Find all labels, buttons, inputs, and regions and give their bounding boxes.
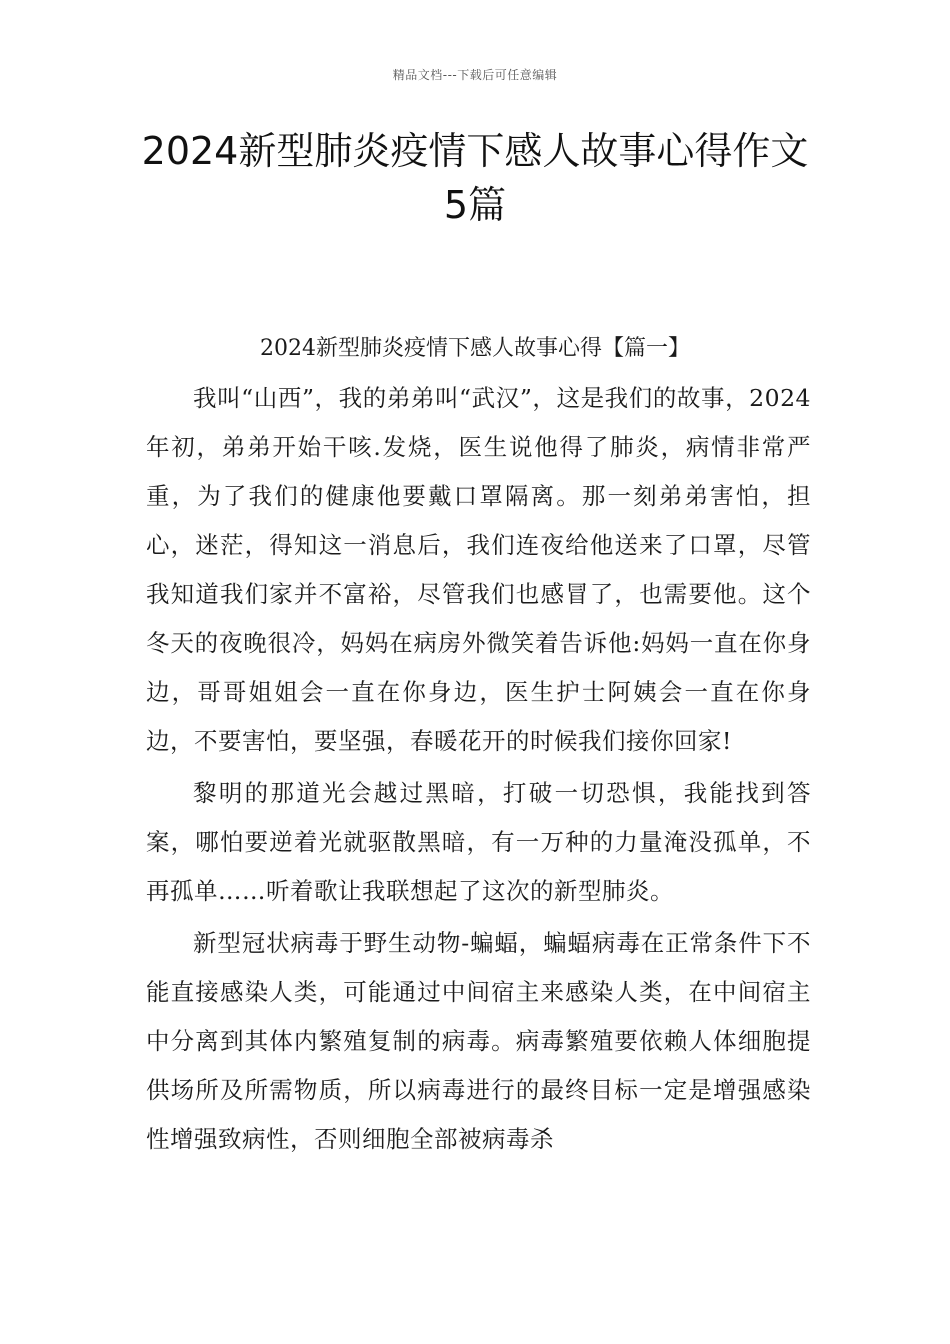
- document-title-line-2: 5篇: [443, 183, 507, 227]
- section-heading: 2024新型肺炎疫情下感人故事心得【篇一】: [260, 336, 690, 361]
- paragraph: 新型冠状病毒于野生动物-蝙蝠，蝙蝠病毒在正常条件下不能直接感染人类，可能通过中间宿主来感染人类，在中间宿主中分离到其体内繁殖复制的病毒。病毒繁殖要依赖人体细胞提供场所及所需物质，所以病毒进行的最终目标一定是增强感染性增强致病性，否则细胞全部被病毒杀: [146, 929, 811, 1153]
- document-body: [146, 374, 811, 1167]
- document-title: [90, 124, 860, 232]
- paragraph: 我叫“山西”，我的弟弟叫“武汉”，这是我们的故事，2024年初，弟弟开始干咳.发烧，医生说他得了肺炎，病情非常严重，为了我们的健康他要戴口罩隔离。那一刻弟弟害怕，担心，迷茫，得知这一消息后，我们连夜给他送来了口罩，尽管我知道我们家并不富裕，尽管我们也感冒了，也需要他。这个冬天的夜晚很冷，妈妈在病房外微笑着告诉他:妈妈一直在你身边，哥哥姐姐会一直在你身边，医生护士阿姨会一直在你身边，不要害怕，要坚强，春暖花开的时候我们接你回家!: [146, 384, 811, 755]
- document-title-line-1: 2024新型肺炎疫情下感人故事心得作文: [141, 129, 809, 173]
- header-note: 精品文档---下载后可任意编辑: [392, 68, 558, 82]
- paragraph: 黎明的那道光会越过黑暗，打破一切恐惧，我能找到答案，哪怕要逆着光就驱散黑暗，有一万种的力量淹没孤单，不再孤单……听着歌让我联想起了这次的新型肺炎。: [146, 779, 811, 905]
